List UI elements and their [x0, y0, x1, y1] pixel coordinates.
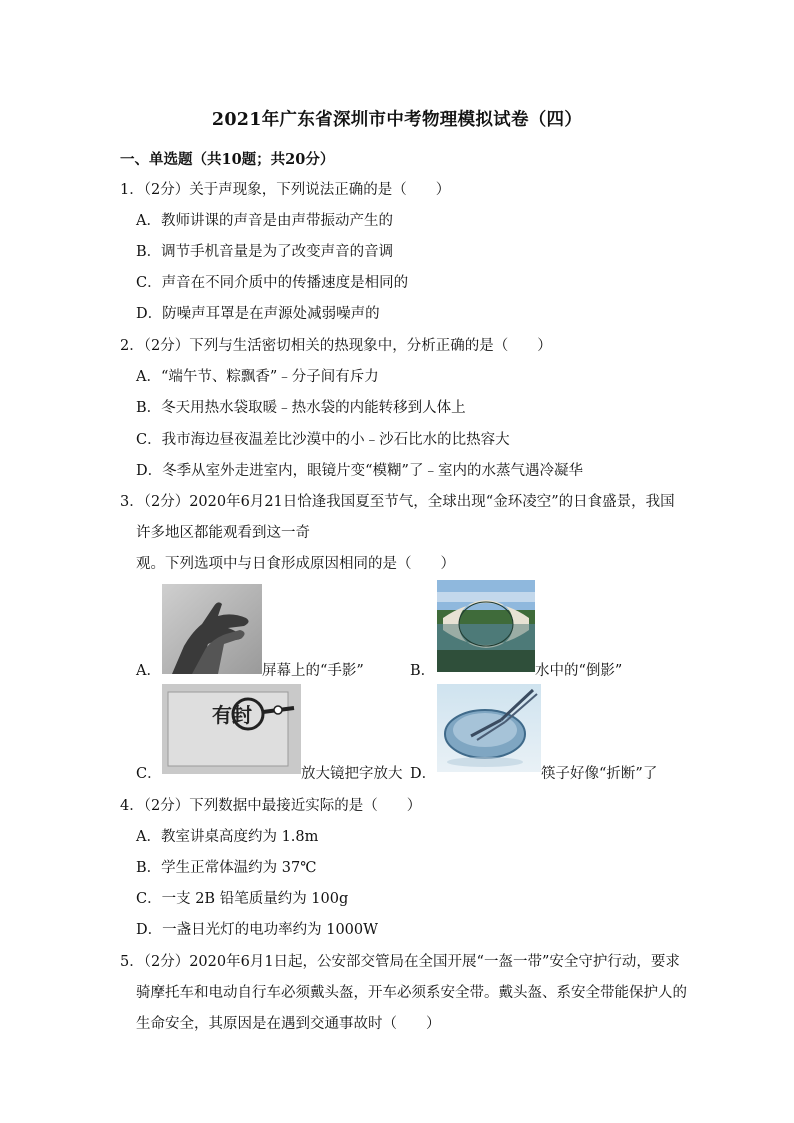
question-4-option-a: A．教室讲桌高度约为 1.8m	[136, 829, 319, 845]
question-1-option-a: A．教师讲课的声音是由声带振动产生的	[136, 213, 393, 229]
question-1-stem: 1．（2分）关于声现象，下列说法正确的是（ ）	[120, 182, 451, 198]
question-4-option-d: D．一盏日光灯的电功率约为 1000W	[136, 922, 379, 938]
magnified-text: 有封	[212, 703, 252, 727]
exam-title: 2021年广东省深圳市中考物理模拟试卷（四）	[211, 110, 583, 130]
question-3-option-a-caption: 屏幕上的“手影”	[262, 663, 364, 679]
question-5-stem-line-1: 5．（2分）2020年6月1日起，公安部交管局在全国开展“一盔一带”安全守护行动，要求	[120, 954, 680, 970]
question-1-option-c: C．声音在不同介质中的传播速度是相同的	[136, 275, 409, 291]
question-1-option-d: D．防噪声耳罩是在声源处减弱噪声的	[136, 306, 380, 322]
question-3-stem-line-2: 许多地区都能观看到这一奇	[136, 525, 310, 541]
question-5-stem-line-3: 生命安全，其原因是在遇到交通事故时（ ）	[136, 1016, 441, 1032]
section-heading: 一、单选题（共10题；共20分）	[120, 151, 335, 168]
question-2-option-b: B．冬天用热水袋取暖﹣热水袋的内能转移到人体上	[136, 400, 466, 416]
question-2-option-c: C．我市海边昼夜温差比沙漠中的小﹣沙石比水的比热容大	[136, 432, 510, 448]
question-3-option-c-label: C．	[136, 766, 162, 782]
bridge-reflection-image	[437, 580, 535, 672]
question-3-stem-line-1: 3．（2分）2020年6月21日恰逢我国夏至节气，全球出现“金环凌空”的日食盛景，我国	[120, 494, 675, 510]
question-3-option-b-caption: 水中的“倒影”	[535, 663, 623, 679]
question-2-option-d: D．冬季从室外走进室内，眼镜片变“模糊”了﹣室内的水蒸气遇冷凝华	[136, 463, 583, 479]
question-3-option-d-caption: 筷子好像“折断”了	[541, 766, 658, 782]
question-5-stem-line-2: 骑摩托车和电动自行车必须戴头盔，开车必须系安全带。戴头盔、系安全带能保护人的	[136, 985, 687, 1001]
hand-shadow-image	[162, 584, 262, 674]
question-4-option-b: B．学生正常体温约为 37℃	[136, 860, 317, 876]
question-4-stem: 4．（2分）下列数据中最接近实际的是（ ）	[120, 798, 422, 814]
question-3-option-c-caption: 放大镜把字放大	[301, 766, 403, 782]
chopsticks-bowl-image	[437, 684, 541, 772]
magnifier-image	[162, 684, 301, 774]
question-3-option-a-label: A．	[136, 663, 161, 679]
question-3-option-b-label: B．	[410, 663, 436, 679]
question-2-option-a: A．“端午节、粽飘香”﹣分子间有斥力	[136, 369, 379, 385]
question-4-option-c: C．一支 2B 铅笔质量约为 100g	[136, 891, 349, 907]
question-1-option-b: B．调节手机音量是为了改变声音的音调	[136, 244, 394, 260]
question-2-stem: 2．（2分）下列与生活密切相关的热现象中，分析正确的是（ ）	[120, 338, 552, 354]
question-3-option-d-label: D．	[410, 766, 437, 782]
question-3-stem-line-3: 观。下列选项中与日食形成原因相同的是（ ）	[136, 556, 455, 572]
